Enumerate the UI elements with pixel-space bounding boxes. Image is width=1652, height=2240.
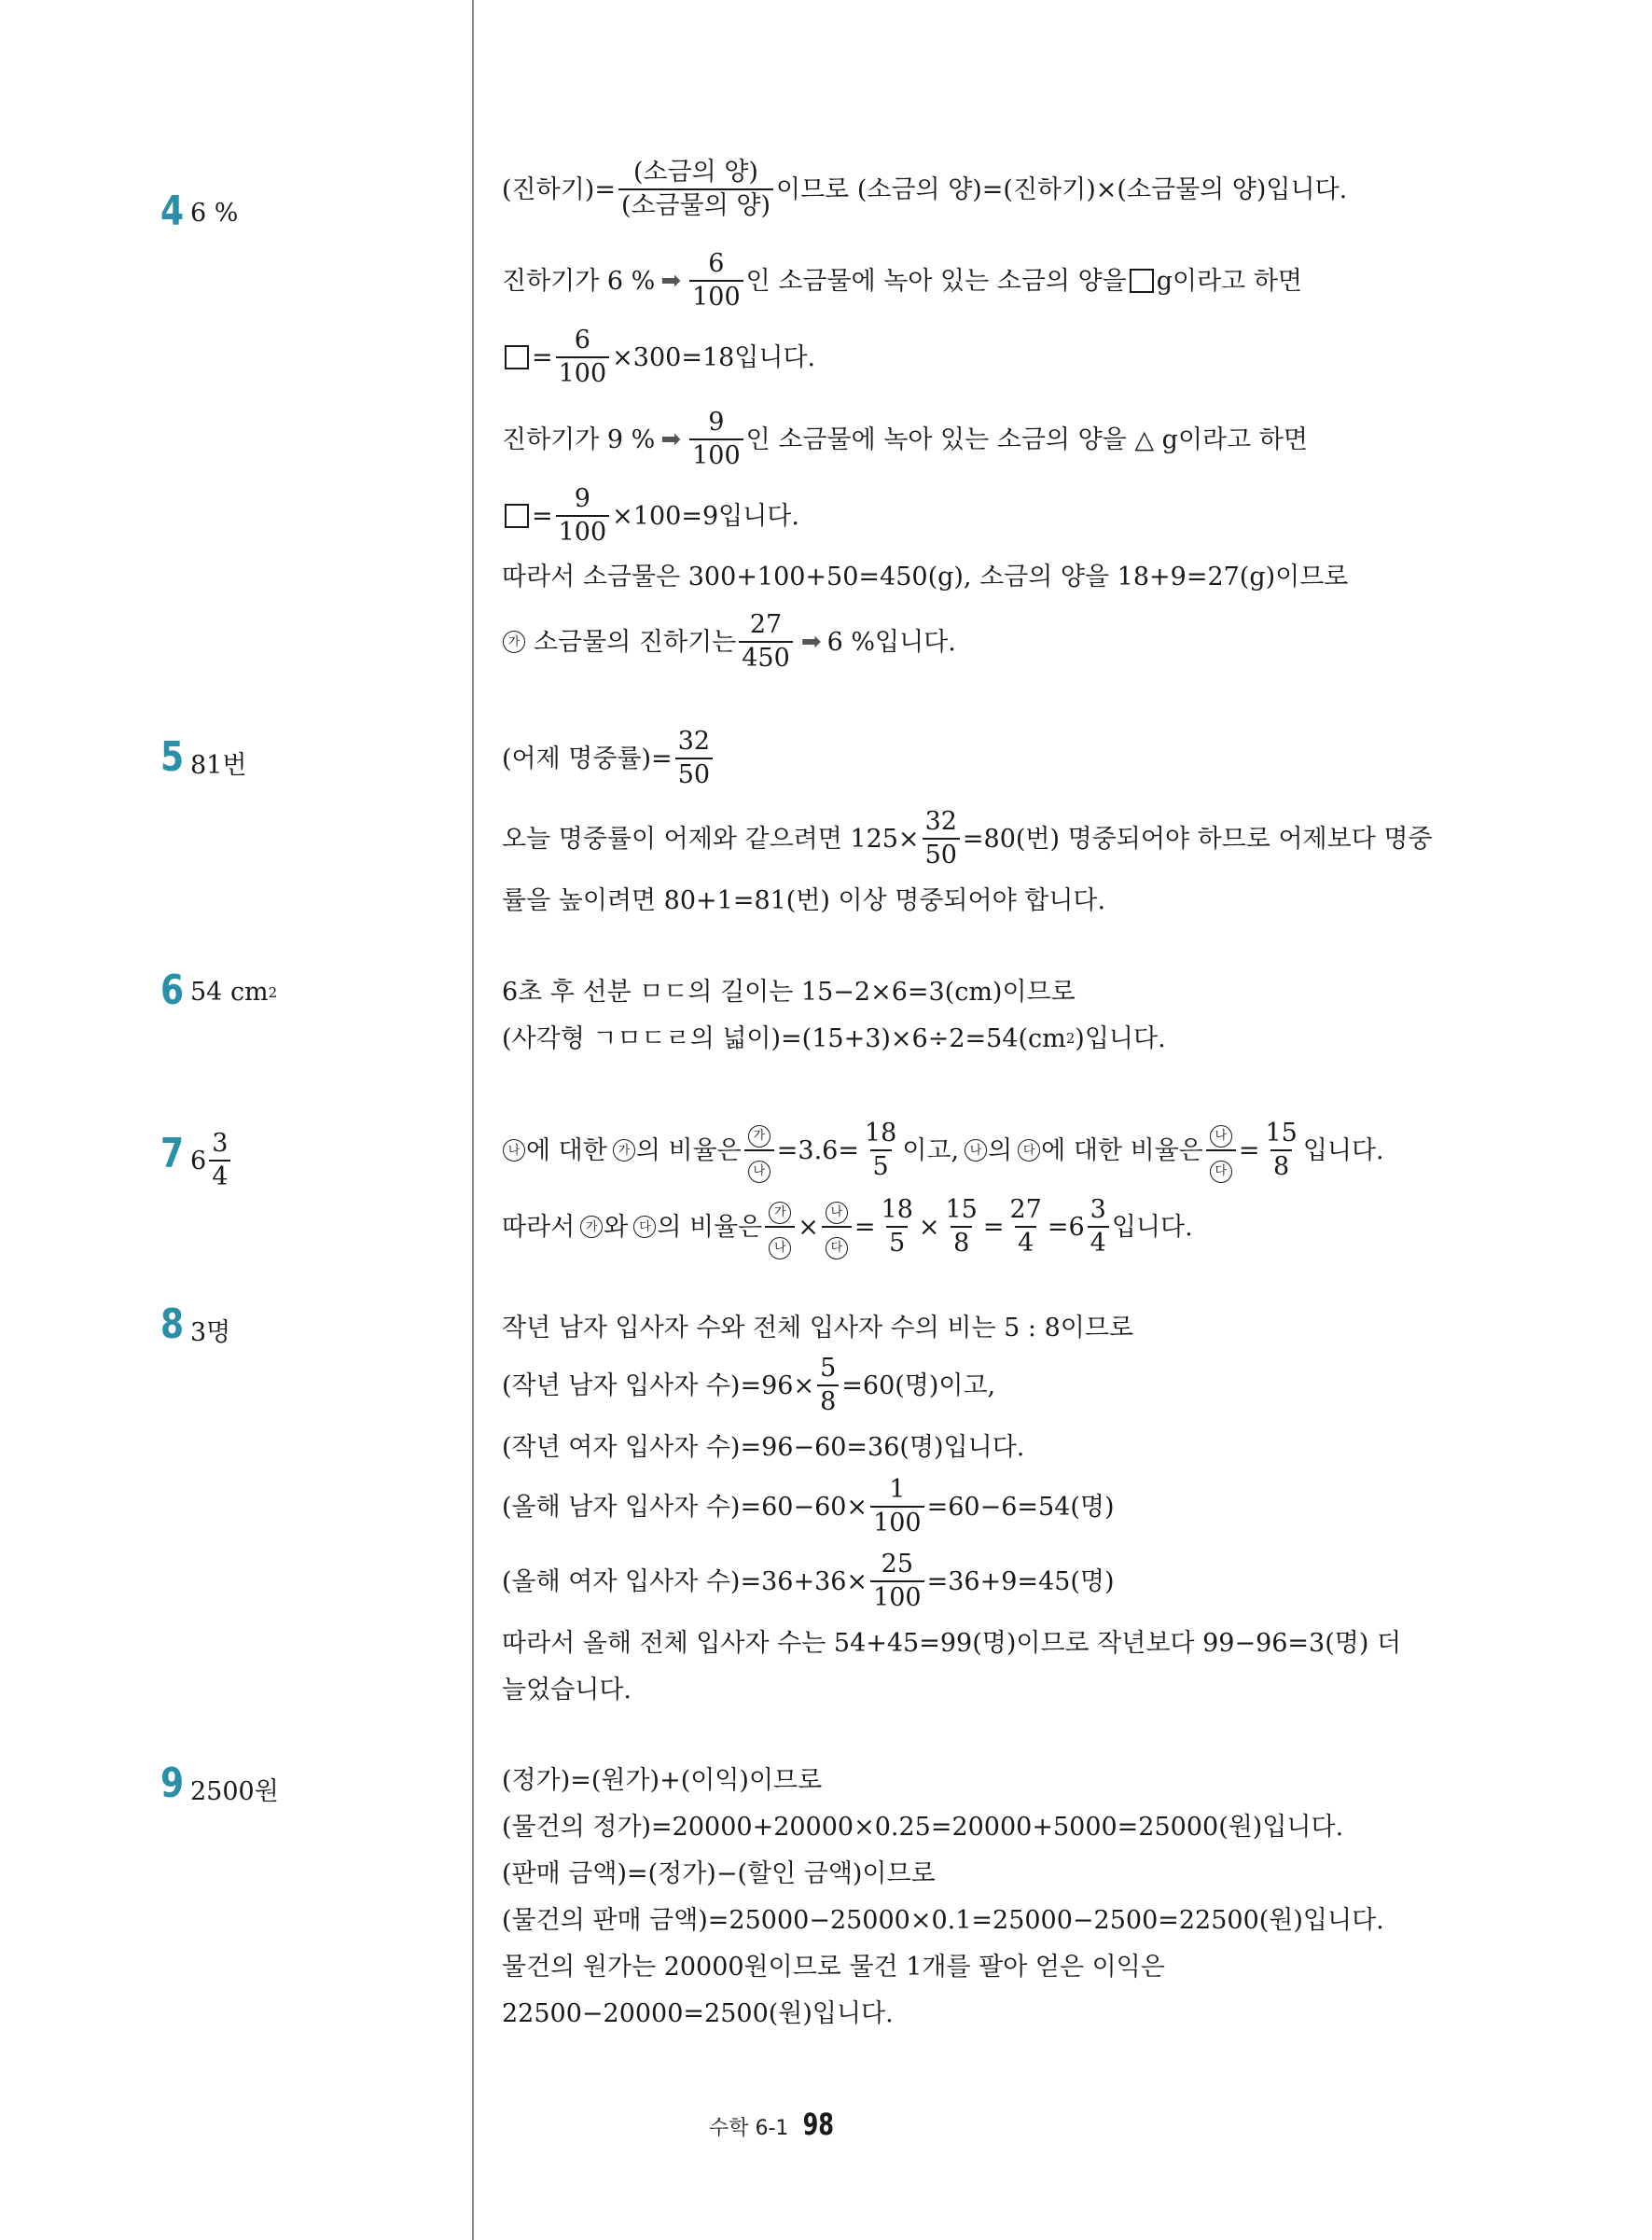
circled-ga-icon: 가: [503, 631, 525, 653]
answer-value: 3명: [190, 1318, 231, 1347]
question-number: 8: [160, 1301, 185, 1348]
answer-8: [160, 1301, 231, 1348]
right-arrow-icon: ➡: [800, 628, 822, 656]
page-footer: [709, 2107, 840, 2142]
solution-line: = $\frac{6}{100}$ ×300=18입니다.: [502, 327, 815, 388]
solution-line: 22500−20000=2500(원)입니다.: [502, 1999, 894, 2028]
subject-label: 수학 6-1: [709, 2117, 789, 2140]
answer-4: [160, 188, 239, 235]
right-arrow-icon: ➡: [660, 267, 682, 295]
solution-line: 따라서 올해 전체 입사자 수는 54+45=99(명)이므로 작년보다 99−96=3(명) 더: [502, 1629, 1402, 1658]
question-number: 4: [160, 188, 185, 235]
blank-box-icon: [505, 504, 529, 528]
solution-line: (작년 여자 입사자 수)=96−60=36(명)입니다.: [502, 1433, 1025, 1462]
solution-line: (사각형 ㄱㅁㄷㄹ의 넓이)=(15+3)×6÷2=54(cm 2 )입니다.: [502, 1024, 1166, 1053]
answer-6: [160, 967, 278, 1014]
page-number: 98: [803, 2107, 835, 2142]
answer-value: 6 $\frac{3}{4}$: [190, 1130, 233, 1191]
solution-line: 진하기가 6 % ➡ $\frac{6}{100}$ 인 소금물에 녹아 있는 소금의 양을 g이라고 하면: [502, 249, 1303, 312]
solution-line: 따라서 가 와 다 의 비율은 $\frac{\text{가}}{\text{나}}$ × $\frac{\text{나}}{\text{다}}$ = $\frac{18}{5}$ × $\frac{15}{8}$ = $\frac{27}{4}$ = 6 $\frac{3}{4}$ 입니다.: [502, 1195, 1193, 1258]
solution-line: 늘었습니다.: [502, 1676, 632, 1704]
solution-line: 오늘 명중률이 어제와 같으려면 125× $\frac{32}{50}$ =80(번) 명중되어야 하므로 어제보다 명중: [502, 807, 1433, 870]
column-divider: [472, 0, 474, 2240]
solution-line: (물건의 판매 금액)=25000−25000×0.1=25000−2500=22500(원)입니다.: [502, 1906, 1384, 1935]
right-arrow-icon: ➡: [660, 425, 682, 453]
circled-na-icon: 나: [503, 1139, 525, 1162]
answer-5: [160, 733, 247, 781]
question-number: 9: [160, 1760, 185, 1807]
circled-da-icon: 다: [1018, 1139, 1040, 1162]
solution-line: = $\frac{9}{100}$ ×100=9입니다.: [502, 485, 799, 547]
solution-line: (작년 남자 입사자 수)=96× $\frac{5}{8}$ =60(명)이고,: [502, 1354, 996, 1416]
solution-line: (판매 금액)=(정가)−(할인 금액)이므로: [502, 1859, 936, 1888]
solution-line: (진하기)= $\frac{\text{(소금의 양)}}{\text{(소금물의 양)}}$ 이므로 (소금의 양)=(진하기)×(소금물의 양)입니다.: [502, 158, 1348, 220]
solution-line: (어제 명중률)= $\frac{32}{50}$: [502, 728, 715, 789]
solution-line: 가 소금물의 진하기는 $\frac{27}{450}$ ➡ 6 %입니다.: [502, 611, 956, 673]
question-number: 7: [160, 1130, 185, 1177]
solution-line: 진하기가 9 % ➡ $\frac{9}{100}$ 인 소금물에 녹아 있는 소금의 양을 △ g이라고 하면: [502, 408, 1308, 470]
blank-box-icon: [505, 345, 529, 369]
solution-line: 6초 후 선분 ㅁㄷ의 길이는 15−2×6=3(cm)이므로: [502, 978, 1076, 1007]
solution-line: (정가)=(원가)+(이익)이므로: [502, 1766, 823, 1795]
question-number: 6: [160, 967, 185, 1014]
solution-line: 따라서 소금물은 300+100+50=450(g), 소금의 양을 18+9=27(g)이므로: [502, 563, 1349, 591]
solution-line: (물건의 정가)=20000+20000×0.25=20000+5000=25000(원)입니다.: [502, 1813, 1344, 1842]
answer-9: [160, 1760, 279, 1807]
circled-ga-icon: 가: [613, 1139, 635, 1162]
answer-value: 81번: [190, 751, 247, 780]
solution-line: 률을 높이려면 80+1=81(번) 이상 명중되어야 합니다.: [502, 886, 1106, 915]
solution-line: 작년 남자 입사자 수와 전체 입사자 수의 비는 5 : 8이므로: [502, 1314, 1133, 1343]
answer-value: 2500원: [190, 1777, 279, 1806]
answer-value: 6 %: [190, 199, 239, 228]
solution-line: 나 에 대한 가 의 비율은 $\frac{\text{가}}{\text{나}}$ =3.6= $\frac{18}{5}$ 이고, 나 의 다 에 대한 비율은 $\frac{\text{나}}{\text{다}}$ = $\frac{15}{8}$ 입니다.: [502, 1118, 1384, 1183]
answer-7: [160, 1129, 233, 1191]
solution-line: (올해 여자 입사자 수)=36+36× $\frac{25}{100}$ =36+9=45(명): [502, 1550, 1115, 1612]
solution-line: (올해 남자 입사자 수)=60−60× $\frac{1}{100}$ =60−6=54(명): [502, 1475, 1115, 1537]
answer-value: 54 cm 2: [190, 978, 278, 1007]
question-number: 5: [160, 733, 185, 781]
blank-box-icon: [1130, 269, 1154, 293]
solution-line: 물건의 원가는 20000원이므로 물건 1개를 팔아 얻은 이익은: [502, 1953, 1165, 1982]
